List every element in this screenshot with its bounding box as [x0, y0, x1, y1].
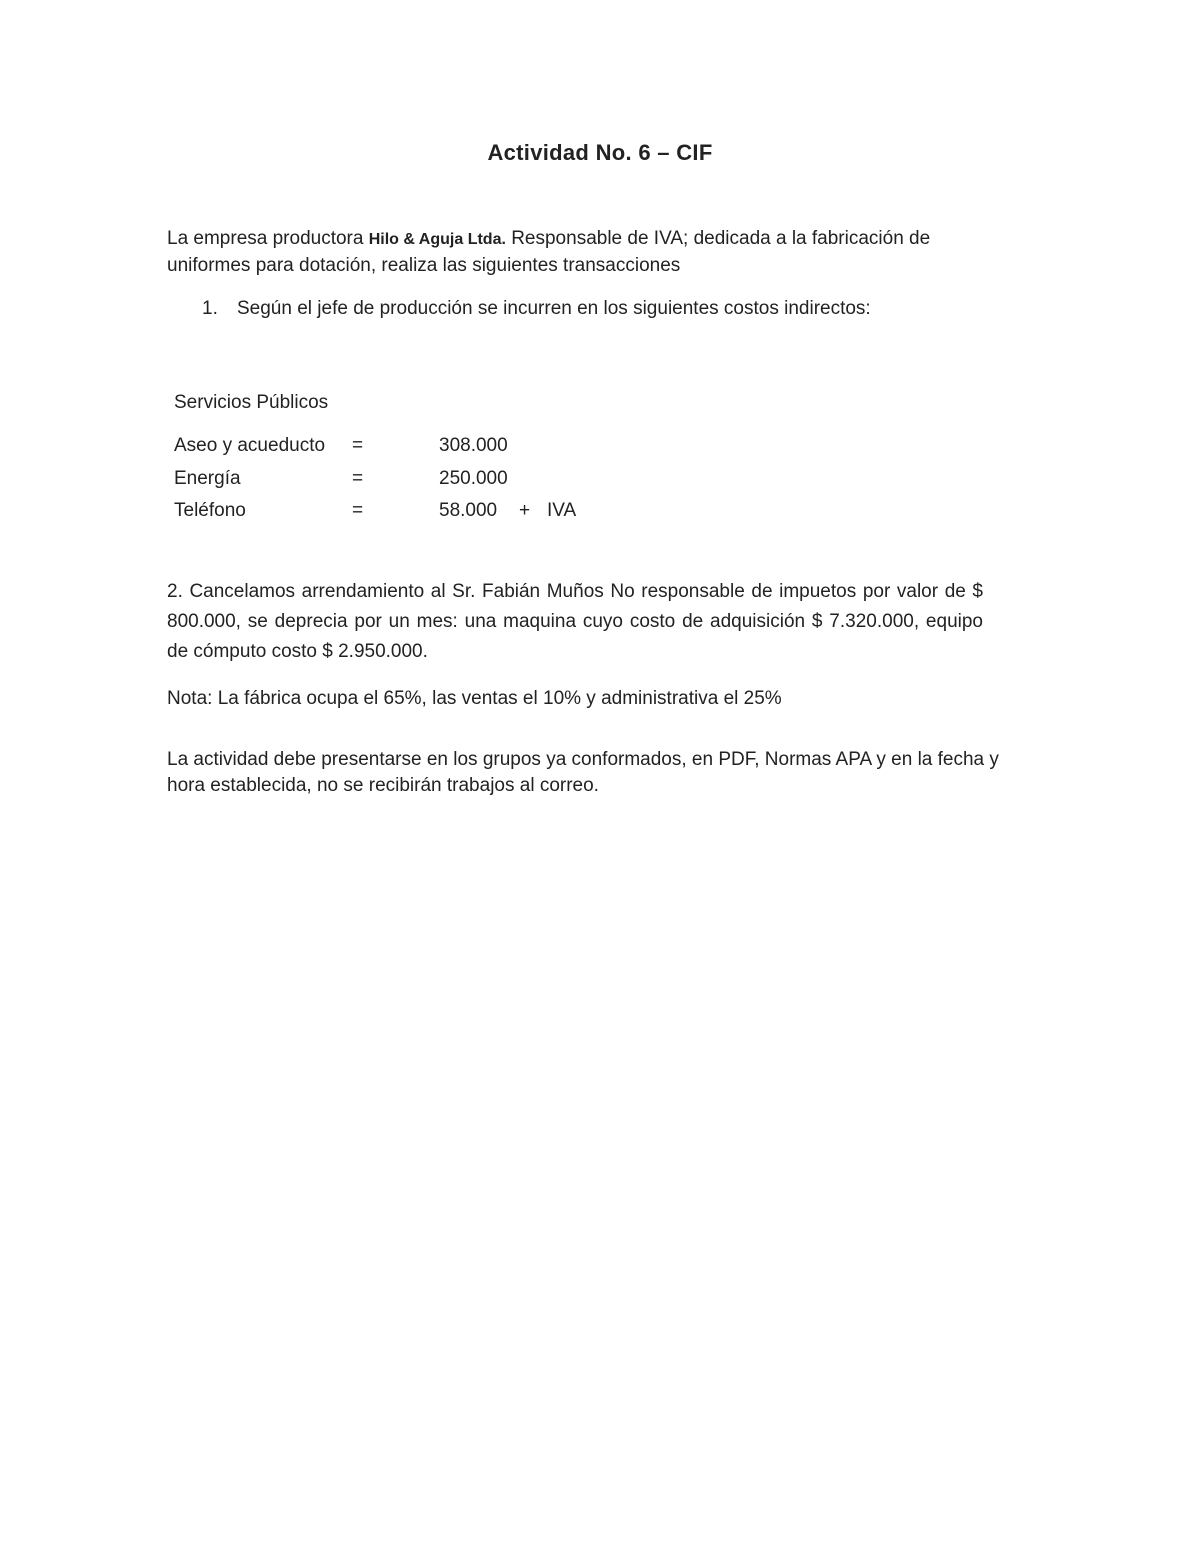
note-paragraph: Nota: La fábrica ocupa el 65%, las ventas el 10% y administrativa el 25% — [167, 688, 782, 709]
closing-paragraph: La actividad debe presentarse en los grupos ya conformados, en PDF, Normas APA y en la fecha y hora establecida, no se recibirán trabajos al correo. — [167, 749, 999, 796]
intro-paragraph — [167, 226, 1007, 279]
cost-row — [174, 466, 774, 492]
plus-sign: + — [519, 500, 531, 521]
equals-sign: = — [352, 435, 364, 456]
cost-label: Aseo y acueducto — [174, 435, 326, 456]
document-title: Actividad No. 6 – CIF — [487, 140, 713, 165]
equals-sign: = — [352, 500, 364, 521]
cost-value: 308.000 — [439, 435, 508, 456]
iva-label: IVA — [547, 500, 577, 521]
cost-row — [174, 498, 774, 524]
intro-text-after: Responsable de IVA; dedicada a la fabricación de uniformes para dotación, realiza las siguientes transacciones — [167, 228, 931, 276]
cost-label: Teléfono — [174, 500, 246, 521]
cost-row — [174, 433, 774, 459]
cost-label: Energía — [174, 468, 241, 489]
services-heading: Servicios Públicos — [174, 392, 329, 413]
list-item-1 — [202, 296, 871, 322]
list-item-text: Según el jefe de producción se incurren en los siguientes costos indirectos: — [237, 298, 871, 319]
equals-sign: = — [352, 468, 364, 489]
company-name: Hilo & Aguja Ltda. — [368, 231, 506, 248]
cost-value: 250.000 — [439, 468, 508, 489]
list-item-number: 1. — [202, 298, 218, 319]
item-2-paragraph: 2. Cancelamos arrendamiento al Sr. Fabián Muños No responsable de impuetos por valor de $ 800.000, se deprecia por un mes: una maquina cuyo costo de adquisición $ 7.320.000, equipo de cómputo costo $ 2.950.000. — [167, 581, 983, 662]
cost-value: 58.000 — [439, 500, 498, 521]
intro-text-before: La empresa productora — [167, 228, 369, 249]
